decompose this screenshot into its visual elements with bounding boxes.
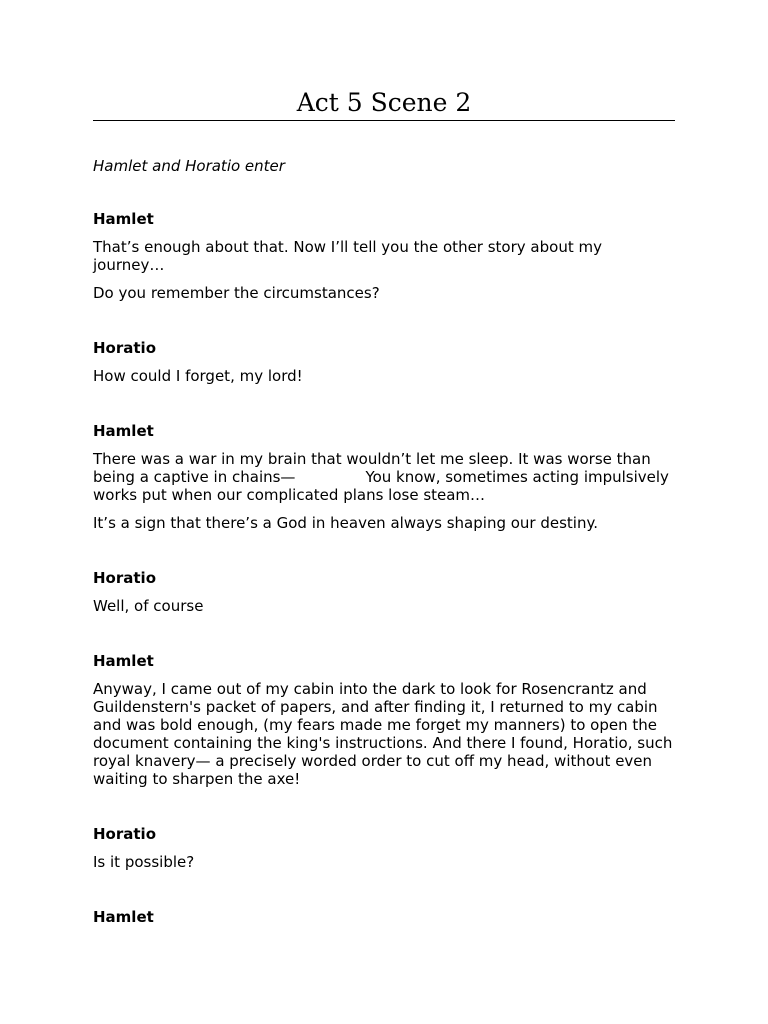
dialogue-block bbox=[93, 908, 675, 926]
document-title: Act 5 Scene 2 bbox=[296, 88, 472, 117]
dialogue-line-part: There was a war in my brain that wouldn’t let me sleep. It was worse than being a captive in chains— bbox=[93, 450, 651, 486]
speaker-name: Horatio bbox=[93, 825, 156, 843]
title-divider bbox=[93, 120, 675, 121]
dialogue-block bbox=[93, 825, 675, 871]
dialogue-line: Do you remember the circumstances? bbox=[93, 284, 380, 302]
dialogue-line: It’s a sign that there’s a God in heaven always shaping our destiny. bbox=[93, 514, 598, 532]
speaker-name: Horatio bbox=[93, 339, 156, 357]
dialogue-line-part: You know, sometimes acting impulsively works put when our complicated plans lose steam… bbox=[93, 468, 669, 504]
script-body bbox=[93, 157, 675, 926]
speaker-name: Hamlet bbox=[93, 210, 154, 228]
dialogue-line: That’s enough about that. Now I’ll tell you the other story about my journey… bbox=[93, 238, 602, 274]
dialogue-block bbox=[93, 569, 675, 615]
dialogue-block bbox=[93, 339, 675, 385]
speaker-name: Hamlet bbox=[93, 652, 154, 670]
dialogue-block bbox=[93, 422, 675, 532]
stage-direction: Hamlet and Horatio enter bbox=[93, 157, 285, 175]
dialogue-block bbox=[93, 652, 675, 788]
dialogue-line: Is it possible? bbox=[93, 853, 195, 871]
dialogue-line bbox=[93, 450, 675, 504]
dialogue-line: How could I forget, my lord! bbox=[93, 367, 303, 385]
speaker-name: Hamlet bbox=[93, 422, 154, 440]
dialogue-line: Well, of course bbox=[93, 597, 204, 615]
speaker-name: Horatio bbox=[93, 569, 156, 587]
dialogue-line: Anyway, I came out of my cabin into the dark to look for Rosencrantz and Guildenstern's packet of papers, and after finding it, I returned to my cabin and was bold enough, (my fears made me forget my manners) to open the document containing the king's instructions. And there I found, Horatio, such royal knavery— a precisely worded order to cut off my head, without even waiting to sharpen the axe! bbox=[93, 680, 673, 788]
speaker-name: Hamlet bbox=[93, 908, 154, 926]
dialogue-block bbox=[93, 210, 675, 302]
